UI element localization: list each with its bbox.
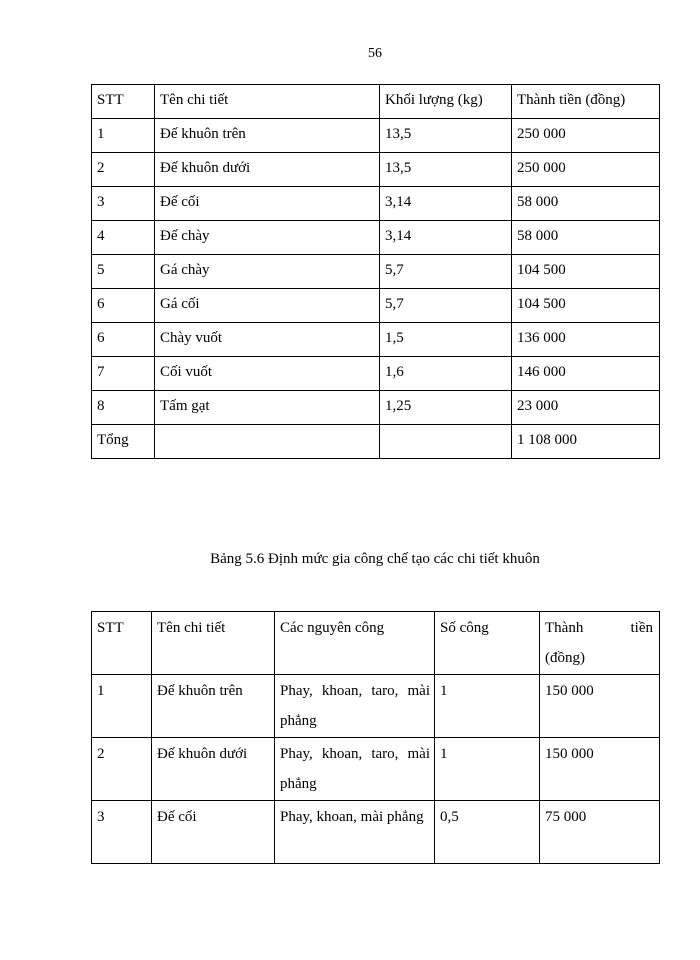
cell-stt: 1 <box>92 675 152 738</box>
table-row <box>92 675 660 738</box>
header-price-line <box>545 613 659 643</box>
cell-weight: 5,7 <box>380 255 512 289</box>
cell-weight: 13,5 <box>380 153 512 187</box>
cell-stt: 3 <box>92 801 152 864</box>
cell-part-name: Tấm gạt <box>155 391 380 425</box>
table-row <box>92 289 660 323</box>
page-number: 56 <box>368 46 382 61</box>
cell-empty <box>380 425 512 459</box>
cell-part-name: Gá cối <box>155 289 380 323</box>
table-row <box>92 738 660 801</box>
header-labor: Số công <box>435 612 540 675</box>
cell-stt: 5 <box>92 255 155 289</box>
cell-part-name: Đế khuôn trên <box>152 675 275 738</box>
cell-weight: 5,7 <box>380 289 512 323</box>
cell-part-name: Cối vuốt <box>155 357 380 391</box>
total-value: 1 108 000 <box>512 425 660 459</box>
cell-stt: 4 <box>92 221 155 255</box>
header-price-unit: (đồng) <box>545 650 585 666</box>
cell-labor: 1 <box>435 675 540 738</box>
cell-part-name: Đế cối <box>155 187 380 221</box>
cell-weight: 1,5 <box>380 323 512 357</box>
table-row <box>92 187 660 221</box>
cell-price: 150 000 <box>540 738 660 801</box>
cell-part-name: Đế chày <box>155 221 380 255</box>
table-row <box>92 221 660 255</box>
cell-operations: Phay, khoan, mài phẳng <box>275 801 435 864</box>
table-row <box>92 391 660 425</box>
cell-cost: 250 000 <box>512 119 660 153</box>
cell-cost: 23 000 <box>512 391 660 425</box>
table-caption: Bảng 5.6 Định mức gia công chế tạo các chi tiết khuôn <box>210 551 540 567</box>
header-stt: STT <box>92 612 152 675</box>
cell-stt: 2 <box>92 738 152 801</box>
table-header-row <box>92 612 660 675</box>
cell-weight: 13,5 <box>380 119 512 153</box>
cell-stt: 3 <box>92 187 155 221</box>
cell-labor: 0,5 <box>435 801 540 864</box>
cell-operations: Phay, khoan, taro, mài phẳng <box>275 675 435 738</box>
total-label: Tổng <box>92 425 155 459</box>
cell-stt: 2 <box>92 153 155 187</box>
cell-stt: 1 <box>92 119 155 153</box>
material-cost-table <box>91 84 660 459</box>
header-part-name: Tên chi tiết <box>152 612 275 675</box>
cell-cost: 136 000 <box>512 323 660 357</box>
cell-cost: 146 000 <box>512 357 660 391</box>
cell-cost: 104 500 <box>512 289 660 323</box>
header-operations: Các nguyên công <box>275 612 435 675</box>
table-row <box>92 153 660 187</box>
table-row <box>92 801 660 864</box>
cell-part-name: Chày vuốt <box>155 323 380 357</box>
cell-weight: 1,6 <box>380 357 512 391</box>
cell-part-name: Gá chày <box>155 255 380 289</box>
cell-cost: 104 500 <box>512 255 660 289</box>
table-row <box>92 357 660 391</box>
header-part-name: Tên chi tiết <box>155 85 380 119</box>
header-price <box>540 612 660 675</box>
header-cost: Thành tiền (đồng) <box>512 85 660 119</box>
cell-part-name: Đế khuôn dưới <box>152 738 275 801</box>
table-row <box>92 119 660 153</box>
cell-part-name: Đế khuôn trên <box>155 119 380 153</box>
cell-weight: 1,25 <box>380 391 512 425</box>
machining-norm-table <box>91 611 660 864</box>
cell-stt: 6 <box>92 289 155 323</box>
cell-stt: 8 <box>92 391 155 425</box>
total-row <box>92 425 660 459</box>
cell-part-name: Đế cối <box>152 801 275 864</box>
cell-part-name: Đế khuôn dưới <box>155 153 380 187</box>
cell-stt: 6 <box>92 323 155 357</box>
table-header-row <box>92 85 660 119</box>
header-price-word1: Thành <box>545 620 584 636</box>
cell-cost: 58 000 <box>512 187 660 221</box>
cell-labor: 1 <box>435 738 540 801</box>
header-weight: Khối lượng (kg) <box>380 85 512 119</box>
cell-empty <box>155 425 380 459</box>
cell-price: 150 000 <box>540 675 660 738</box>
cell-weight: 3,14 <box>380 221 512 255</box>
cell-stt: 7 <box>92 357 155 391</box>
cell-operations: Phay, khoan, taro, mài phẳng <box>275 738 435 801</box>
cell-cost: 58 000 <box>512 221 660 255</box>
table-row <box>92 323 660 357</box>
cell-cost: 250 000 <box>512 153 660 187</box>
table-row <box>92 255 660 289</box>
cell-weight: 3,14 <box>380 187 512 221</box>
cell-price: 75 000 <box>540 801 660 864</box>
header-stt: STT <box>92 85 155 119</box>
header-price-word2: tiền <box>630 620 653 636</box>
